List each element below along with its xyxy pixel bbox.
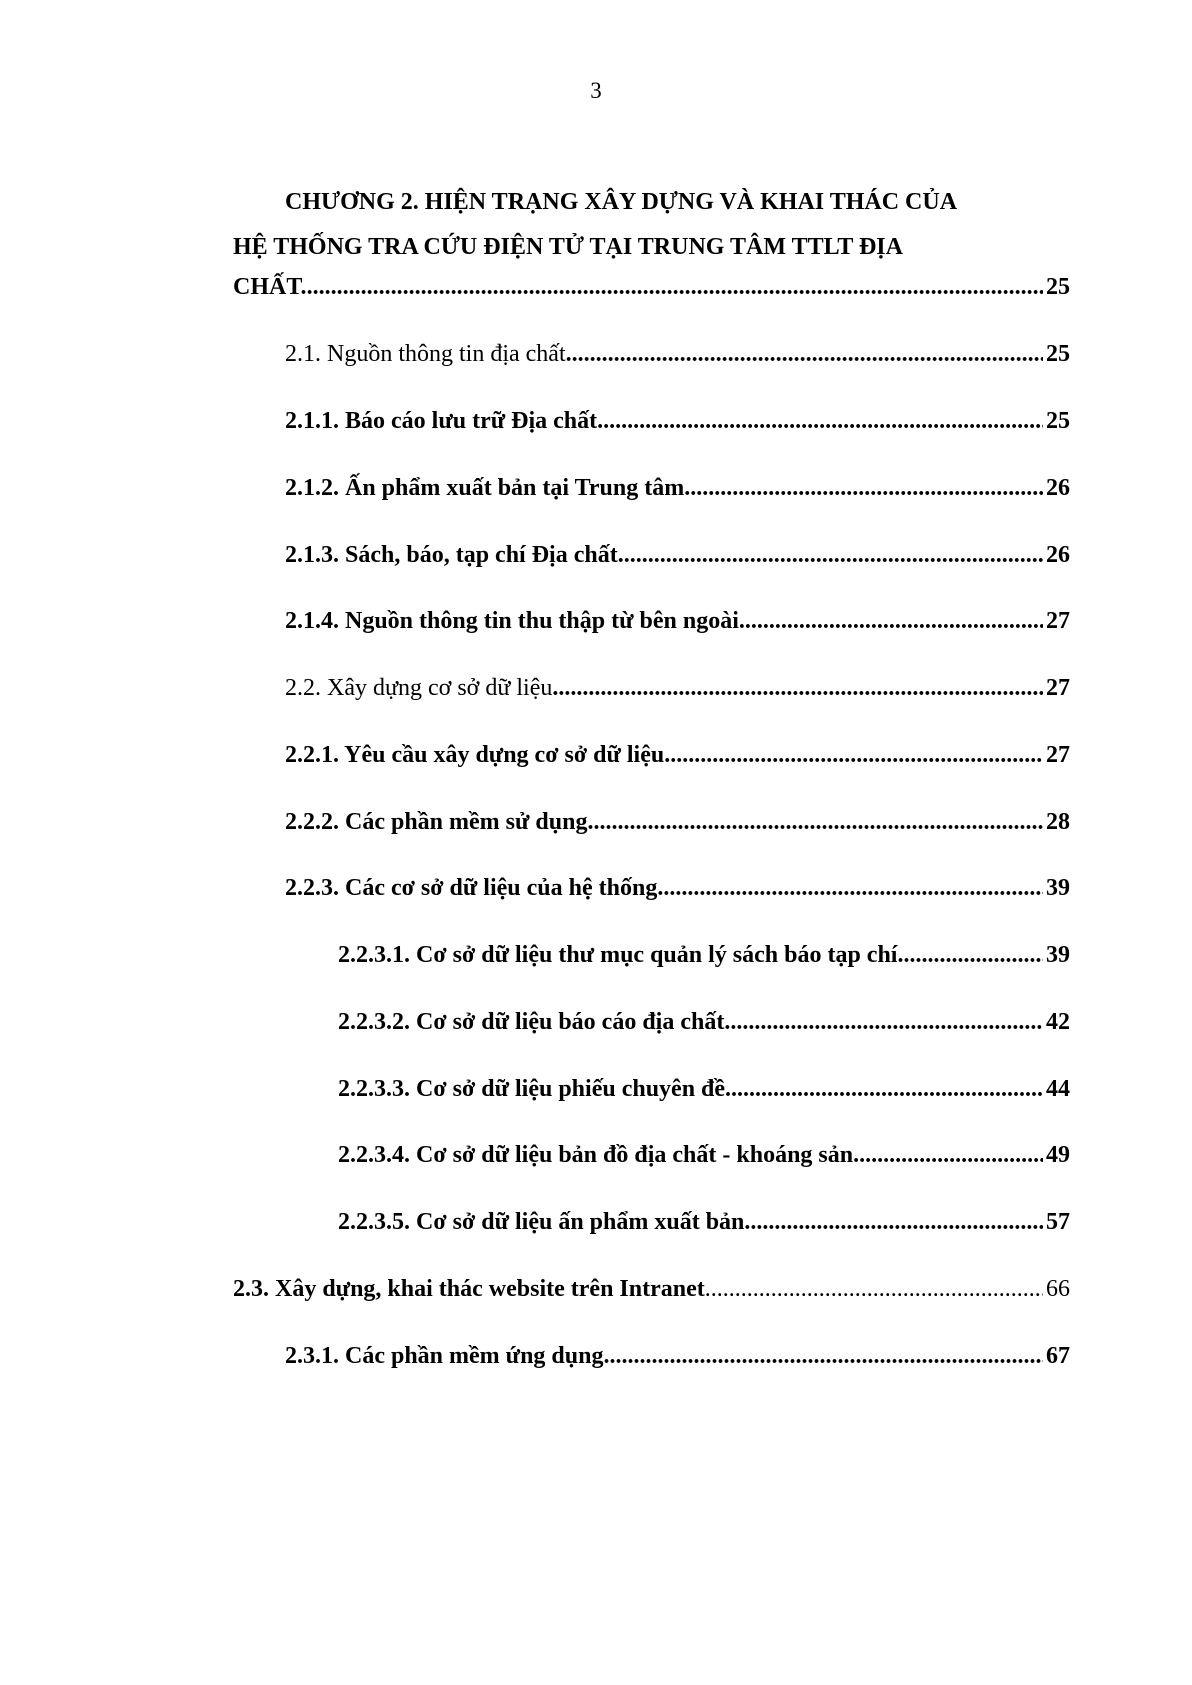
toc-leader-dots	[853, 1138, 1043, 1172]
toc-entry-text: 2.2. Xây dựng cơ sở dữ liệu	[285, 675, 553, 701]
toc-entry-2-2-3[interactable]	[285, 871, 1070, 905]
toc-entry-text: CHẤT.	[233, 274, 307, 300]
toc-leader-dots	[307, 270, 1043, 304]
toc-entry-2-2-1[interactable]	[285, 738, 1070, 772]
chapter-heading	[233, 180, 1070, 270]
toc-entry-text: 2.2.1. Yêu cầu xây dựng cơ sở dữ liệu	[285, 742, 665, 768]
toc-entry-2-2-3-2[interactable]	[338, 1005, 1070, 1039]
toc-entry-page: 44	[1046, 1076, 1070, 1102]
toc-entry-text: 2.2.3.2. Cơ sở dữ liệu báo cáo địa chất	[338, 1009, 725, 1035]
toc-leader-dots	[664, 738, 1043, 772]
toc-leader-dots	[705, 1272, 1043, 1306]
toc-entry-page: 49	[1046, 1142, 1070, 1168]
toc-leader-dots	[593, 805, 1043, 839]
toc-entry-2-1-3[interactable]	[285, 538, 1070, 572]
toc-entry-page: 25	[1046, 274, 1070, 300]
toc-entry-page: 57	[1046, 1209, 1070, 1235]
toc-entry-page: 39	[1046, 875, 1070, 901]
toc-entry-2-1[interactable]	[285, 337, 1070, 371]
toc-entry-text: 2.2.3. Các cơ sở dữ liệu của hệ thống.	[285, 875, 664, 901]
toc-entry-2-2-3-4[interactable]	[338, 1138, 1070, 1172]
toc-entry-page: 25	[1046, 341, 1070, 367]
toc-entry-text: 2.2.3.1. Cơ sở dữ liệu thư mục quản lý sách báo tạp chí	[338, 942, 898, 968]
toc-entry-page: 67	[1046, 1343, 1070, 1369]
toc-leader-dots	[566, 337, 1043, 371]
toc-entry-text: 2.1.3. Sách, báo, tạp chí Địa chất	[285, 542, 618, 568]
toc-entry-text: 2.2.2. Các phần mềm sử dụng.	[285, 809, 594, 835]
toc-entry-2-2-3-5[interactable]	[338, 1205, 1070, 1239]
chapter-title-line-2: HỆ THỐNG TRA CỨU ĐIỆN TỬ TẠI TRUNG TÂM TTLT ĐỊA	[233, 234, 903, 260]
toc-entry-text: 2.3. Xây dựng, khai thác website trên Intranet	[233, 1276, 705, 1302]
toc-entry-page: 25	[1046, 408, 1070, 434]
toc-entry-page: 39	[1046, 942, 1070, 968]
toc-entry-page: 27	[1046, 608, 1070, 634]
toc-entry-2-3[interactable]	[233, 1272, 1070, 1306]
toc-entry-text: 2.2.3.3. Cơ sở dữ liệu phiếu chuyên đề	[338, 1076, 726, 1102]
toc-leader-dots	[552, 671, 1043, 705]
toc-entry-page: 42	[1046, 1009, 1070, 1035]
toc-entry-2-2-3-3[interactable]	[338, 1072, 1070, 1106]
toc-entry-text: 2.1. Nguồn thông tin địa chất	[285, 341, 566, 367]
toc-entry-text: 2.1.2. Ấn phẩm xuất bản tại Trung tâm	[285, 475, 685, 501]
toc-entry-2-3-1[interactable]	[285, 1339, 1070, 1373]
toc-entry-2-1-2[interactable]	[285, 471, 1070, 505]
toc-leader-dots	[618, 538, 1043, 572]
toc-entry-text: 2.2.3.5. Cơ sở dữ liệu ấn phẩm xuất bản	[338, 1209, 745, 1235]
toc-leader-dots	[597, 404, 1043, 438]
toc-leader-dots	[603, 1339, 1043, 1373]
toc-entry-2-2-3-1[interactable]	[338, 938, 1070, 972]
toc-leader-dots	[663, 871, 1043, 905]
toc-leader-dots	[744, 1205, 1043, 1239]
toc-entry-page: 27	[1046, 675, 1070, 701]
chapter-title-line-1: CHƯƠNG 2. HIỆN TRẠNG XÂY DỰNG VÀ KHAI THÁC CỦA	[285, 189, 958, 215]
page-number: 3	[590, 78, 602, 103]
toc-entry-page: 28	[1046, 809, 1070, 835]
toc-entry-chapter-2[interactable]	[233, 270, 1070, 304]
toc-entry-text: 2.2.3.4. Cơ sở dữ liệu bản đồ địa chất - khoáng sản	[338, 1142, 854, 1168]
toc-leader-dots	[745, 604, 1043, 638]
toc-entry-page: 26	[1046, 542, 1070, 568]
toc-leader-dots	[725, 1072, 1043, 1106]
toc-entry-2-1-4[interactable]	[285, 604, 1070, 638]
toc-leader-dots	[897, 938, 1043, 972]
toc-entry-page: 66	[1046, 1276, 1070, 1302]
toc-entry-2-2-2[interactable]	[285, 805, 1070, 839]
toc-leader-dots	[684, 471, 1043, 505]
toc-entry-text: 2.1.1. Báo cáo lưu trữ Địa chất	[285, 408, 598, 434]
toc-entry-page: 26	[1046, 475, 1070, 501]
toc-leader-dots	[724, 1005, 1043, 1039]
toc-entry-2-1-1[interactable]	[285, 404, 1070, 438]
toc-entry-page: 27	[1046, 742, 1070, 768]
toc-entry-text: 2.1.4. Nguồn thông tin thu thập từ bên ngoài.	[285, 608, 745, 634]
toc-entry-text: 2.3.1. Các phần mềm ứng dụng	[285, 1343, 604, 1369]
toc-entry-2-2[interactable]	[285, 671, 1070, 705]
